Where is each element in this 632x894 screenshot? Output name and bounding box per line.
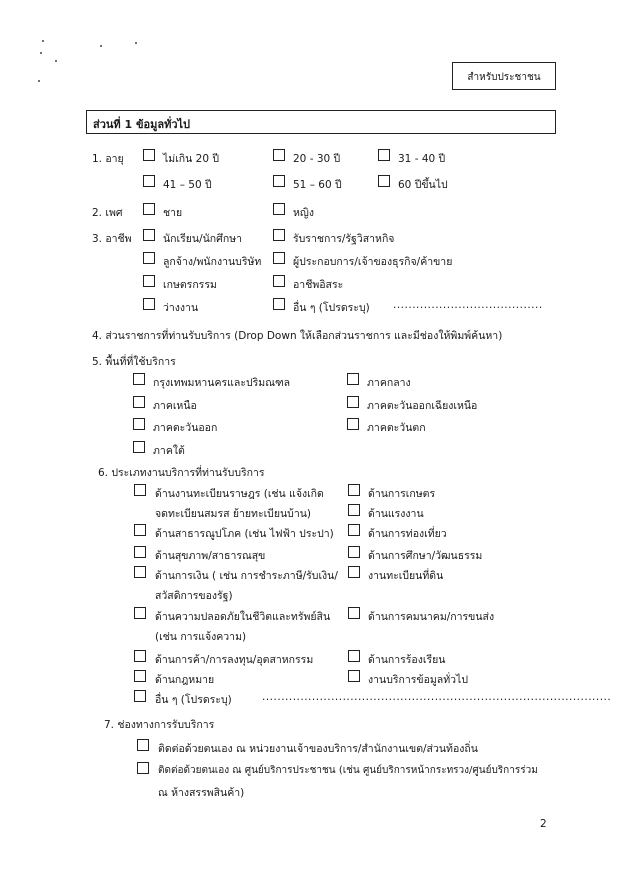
q7-label: 7. ช่องทางการรับบริการ (104, 719, 215, 731)
q6-checkbox-8[interactable] (134, 566, 146, 578)
q6-option-3: ด้านแรงงาน (368, 508, 424, 520)
q4-label: 4. ส่วนราชการที่ท่านรับบริการ (Drop Down ให้เลือกส่วนราชการ และมีช่องให้พิมพ์ค้นหา) (92, 330, 503, 342)
q1-checkbox-3[interactable] (378, 149, 390, 161)
q6-option-7: ด้านการศึกษา/วัฒนธรรม (368, 550, 483, 562)
q6-checkbox-16[interactable] (134, 690, 146, 702)
scan-speck (100, 45, 102, 47)
scan-speck (40, 52, 42, 54)
page-number: 2 (540, 818, 547, 830)
q2-option-2: หญิง (293, 207, 314, 219)
q6-checkbox-4[interactable] (134, 524, 146, 536)
q1-option-3: 31 - 40 ปี (398, 153, 446, 165)
q6-option-8a: ด้านการเงิน ( เช่น การชำระภาษี/รับเงิน/ (155, 570, 338, 582)
q6-option-6: ด้านสุขภาพ/สาธารณสุข (155, 550, 266, 562)
q3-option-3: ลูกจ้าง/พนักงานบริษัท (163, 256, 262, 268)
q1-option-6: 60 ปีขึ้นไป (398, 179, 448, 191)
q1-checkbox-5[interactable] (273, 175, 285, 187)
q6-other-line[interactable]: ........................................................................................... (262, 691, 612, 703)
q7-option-2a: ติดต่อด้วยตนเอง ณ ศูนย์บริการประชาชน (เช่น ศูนย์บริการหน้ากระทรวง/ศูนย์บริการร่วม (158, 765, 538, 776)
q6-checkbox-12[interactable] (134, 650, 146, 662)
q6-option-1a: ด้านงานทะเบียนราษฎร (เช่น แจ้งเกิด (155, 488, 324, 500)
q3-option-8: อื่น ๆ (โปรดระบุ) (293, 302, 370, 314)
q6-option-4: ด้านสาธารณูปโภค (เช่น ไฟฟ้า ประปา) (155, 528, 334, 540)
q3-checkbox-8[interactable] (273, 298, 285, 310)
q6-checkbox-2[interactable] (348, 484, 360, 496)
q7-option-2b: ณ ห้างสรรพสินค้า) (158, 787, 245, 799)
q5-option-5: ภาคตะวันออก (153, 422, 218, 434)
q6-option-10b: (เช่น การแจ้งความ) (155, 631, 247, 643)
q5-checkbox-7[interactable] (133, 441, 145, 453)
scan-speck (135, 42, 137, 44)
q6-checkbox-5[interactable] (348, 524, 360, 536)
q7-checkbox-1[interactable] (137, 739, 149, 751)
q6-option-10a: ด้านความปลอดภัยในชีวิตและทรัพย์สิน (155, 611, 331, 623)
q2-checkbox-1[interactable] (143, 203, 155, 215)
q3-checkbox-5[interactable] (143, 275, 155, 287)
q3-option-5: เกษตรกรรม (163, 279, 217, 291)
q7-checkbox-2[interactable] (137, 762, 149, 774)
q3-checkbox-7[interactable] (143, 298, 155, 310)
q6-option-1b: จดทะเบียนสมรส ย้ายทะเบียนบ้าน) (155, 508, 312, 520)
q3-other-line[interactable]: ....................................... (393, 299, 543, 311)
q1-checkbox-1[interactable] (143, 149, 155, 161)
q6-checkbox-14[interactable] (134, 670, 146, 682)
q6-option-8b: สวัสดิการของรัฐ) (155, 590, 233, 602)
q3-option-7: ว่างงาน (163, 302, 199, 314)
q6-option-14: ด้านกฎหมาย (155, 674, 215, 686)
q5-checkbox-6[interactable] (347, 418, 359, 430)
q5-checkbox-5[interactable] (133, 418, 145, 430)
scan-speck (42, 40, 44, 42)
q6-option-2: ด้านการเกษตร (368, 488, 436, 500)
q5-option-6: ภาคตะวันตก (367, 422, 426, 434)
q6-option-15: งานบริการข้อมูลทั่วไป (368, 674, 469, 686)
q1-option-5: 51 – 60 ปี (293, 179, 342, 191)
section-title: ส่วนที่ 1 ข้อมูลทั่วไป (93, 118, 191, 131)
q3-checkbox-2[interactable] (273, 229, 285, 241)
q5-label: 5. พื้นที่ที่ใช้บริการ (92, 356, 176, 368)
scan-speck (55, 60, 57, 62)
q1-option-1: ไม่เกิน 20 ปี (163, 153, 220, 165)
q3-option-2: รับราชการ/รัฐวิสาหกิจ (293, 233, 395, 245)
scan-speck (38, 80, 40, 82)
q5-checkbox-4[interactable] (347, 396, 359, 408)
q1-label: 1. อายุ (92, 153, 124, 165)
q6-checkbox-13[interactable] (348, 650, 360, 662)
section-title-box (86, 110, 556, 134)
q5-checkbox-2[interactable] (347, 373, 359, 385)
q6-checkbox-3[interactable] (348, 504, 360, 516)
q6-checkbox-6[interactable] (134, 546, 146, 558)
q6-option-16: อื่น ๆ (โปรดระบุ) (155, 694, 232, 706)
q2-option-1: ชาย (163, 207, 183, 219)
q6-checkbox-1[interactable] (134, 484, 146, 496)
q6-option-9: งานทะเบียนที่ดิน (368, 570, 444, 582)
q5-checkbox-1[interactable] (133, 373, 145, 385)
q6-option-5: ด้านการท่องเที่ยว (368, 528, 447, 540)
q1-checkbox-6[interactable] (378, 175, 390, 187)
q5-option-1: กรุงเทพมหานครและปริมณฑล (153, 377, 291, 389)
q6-checkbox-15[interactable] (348, 670, 360, 682)
q6-option-12: ด้านการค้า/การลงทุน/อุตสาหกรรม (155, 654, 314, 666)
q6-checkbox-7[interactable] (348, 546, 360, 558)
q1-checkbox-4[interactable] (143, 175, 155, 187)
header-box (452, 62, 556, 90)
q5-option-2: ภาคกลาง (367, 377, 411, 389)
q3-label: 3. อาชีพ (92, 233, 132, 245)
q6-option-13: ด้านการร้องเรียน (368, 654, 446, 666)
q5-option-7: ภาคใต้ (153, 445, 185, 457)
q3-option-1: นักเรียน/นักศึกษา (163, 233, 243, 245)
q3-option-4: ผู้ประกอบการ/เจ้าของธุรกิจ/ค้าขาย (293, 256, 453, 268)
q6-checkbox-9[interactable] (348, 566, 360, 578)
q6-option-11: ด้านการคมนาคม/การขนส่ง (368, 611, 495, 623)
q7-option-1: ติดต่อด้วยตนเอง ณ หน่วยงานเจ้าของบริการ/สำนักงานเขต/ส่วนท้องถิ่น (158, 743, 478, 755)
q2-label: 2. เพศ (92, 207, 123, 219)
q5-checkbox-3[interactable] (133, 396, 145, 408)
q3-checkbox-3[interactable] (143, 252, 155, 264)
q3-checkbox-1[interactable] (143, 229, 155, 241)
q6-checkbox-10[interactable] (134, 607, 146, 619)
q2-checkbox-2[interactable] (273, 203, 285, 215)
q6-label: 6. ประเภทงานบริการที่ท่านรับบริการ (98, 467, 265, 479)
q3-checkbox-6[interactable] (273, 275, 285, 287)
q1-option-2: 20 - 30 ปี (293, 153, 341, 165)
q5-option-4: ภาคตะวันออกเฉียงเหนือ (367, 400, 478, 412)
q1-option-4: 41 – 50 ปี (163, 179, 212, 191)
q1-checkbox-2[interactable] (273, 149, 285, 161)
q3-option-6: อาชีพอิสระ (293, 279, 344, 291)
header-label: สำหรับประชาชน (467, 72, 541, 83)
q6-checkbox-11[interactable] (348, 607, 360, 619)
q5-option-3: ภาคเหนือ (153, 400, 197, 412)
q3-checkbox-4[interactable] (273, 252, 285, 264)
